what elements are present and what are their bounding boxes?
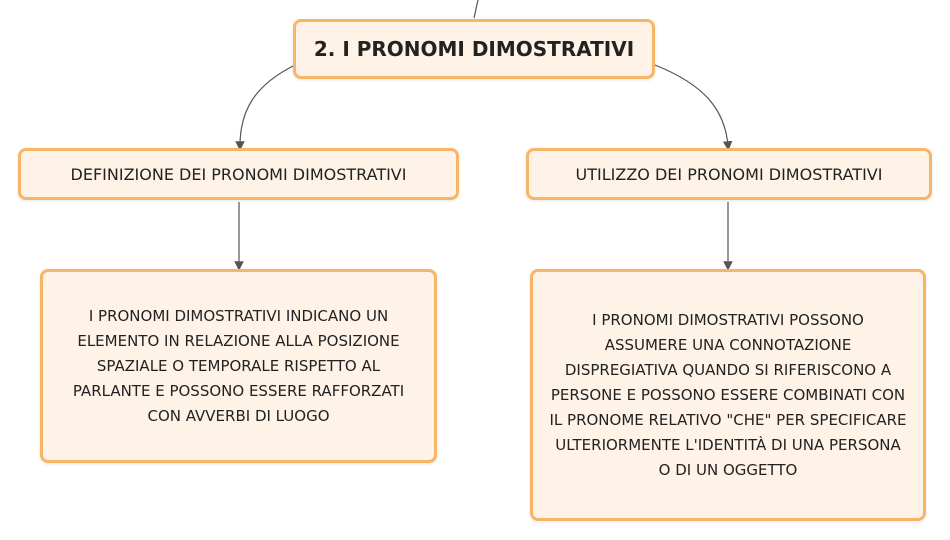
definition-topic-node[interactable]: [18, 148, 459, 200]
connector-root-to-definition: [240, 65, 295, 146]
definition-detail-node[interactable]: [40, 269, 437, 463]
usage-topic-label: UTILIZZO DEI PRONOMI DIMOSTRATIVI: [575, 164, 883, 184]
root-topic-node[interactable]: [293, 19, 655, 79]
root-topic-label: 2. I PRONOMI DIMOSTRATIVI: [313, 37, 635, 61]
usage-detail-text: I PRONOMI DIMOSTRATIVI POSSONO ASSUMERE UNA CONNOTAZIONE DISPREGIATIVA QUANDO SI RIFERISCONO A PERSONE E POSSONO ESSERE COMBINATI CON IL PRONOME RELATIVO "CHE" PER SPECIFICARE ULTERIORMENTE L'IDENTITÀ DI UNA PERSONA O DI UN OGGETTO: [549, 310, 907, 479]
usage-topic-node[interactable]: [526, 148, 932, 200]
usage-detail-node[interactable]: [530, 269, 926, 521]
connector-parent-to-root: [474, 0, 478, 18]
connector-root-to-utilizzo: [655, 65, 728, 146]
definition-detail-text: I PRONOMI DIMOSTRATIVI INDICANO UN ELEMENTO IN RELAZIONE ALLA POSIZIONE SPAZIALE O TEMPORALE RISPETTO AL PARLANTE E POSSONO ESSERE RAFFORZATI CON AVVERBI DI LUOGO: [72, 306, 405, 425]
definition-topic-label: DEFINIZIONE DEI PRONOMI DIMOSTRATIVI: [70, 164, 407, 184]
